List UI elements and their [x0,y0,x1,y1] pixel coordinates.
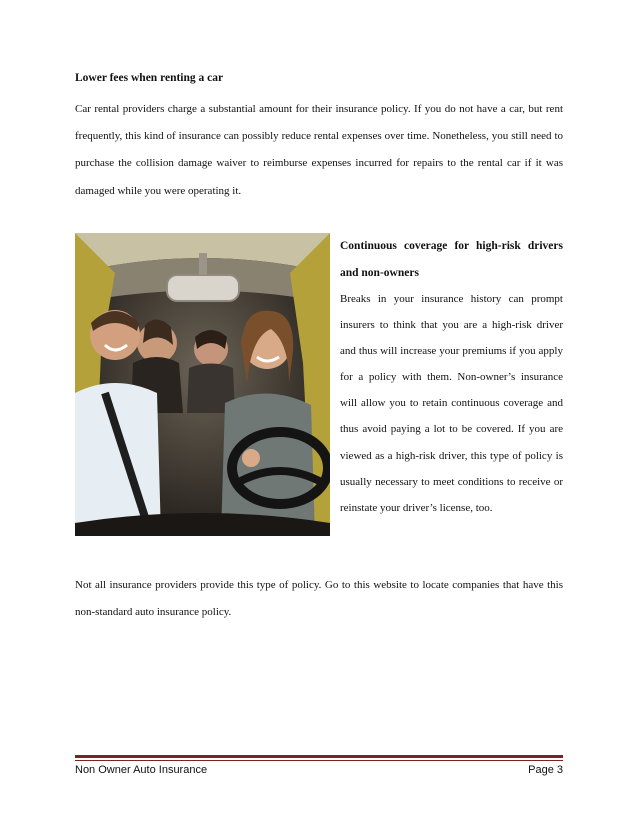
car-interior-illustration [75,233,330,536]
paragraph-continuous-coverage: Breaks in your insurance history can prompt insurers to think that you are a high-risk driver and thus will increase your premiums if you apply for a policy with them. Non-owner’s insurance will allow you to retain continuous coverage and thus avoid paying a lot to be covered. If you are viewed as a high-risk driver, this type of policy is usually necessary to meet conditions to receive or reinstate your driver’s license, too. [340,293,563,514]
section-heading-continuous-coverage: Continuous coverage for high-risk drivers and non-owners [340,240,563,279]
footer-title: Non Owner Auto Insurance [75,764,208,776]
car-photo [75,233,330,536]
sidebar-column [340,233,563,521]
page-number: Page 3 [528,764,563,776]
section-heading-rental: Lower fees when renting a car [75,72,224,84]
paragraph-rental: Car rental providers charge a substantial amount for their insurance policy. If you do not have a car, but rent frequently, this kind of insurance can possibly reduce rental expenses over time. Nonetheless, you still need to purchase the collision damage waiver to reimburse expenses incurred for repairs to the rental car if it was damaged while you were operating it. [75,103,563,197]
footer-rule-thin [75,760,563,761]
paragraph-providers: Not all insurance providers provide this type of policy. Go to this website to locate companies that have this non-standard auto insurance policy. [75,579,563,619]
footer-rule [75,755,563,758]
